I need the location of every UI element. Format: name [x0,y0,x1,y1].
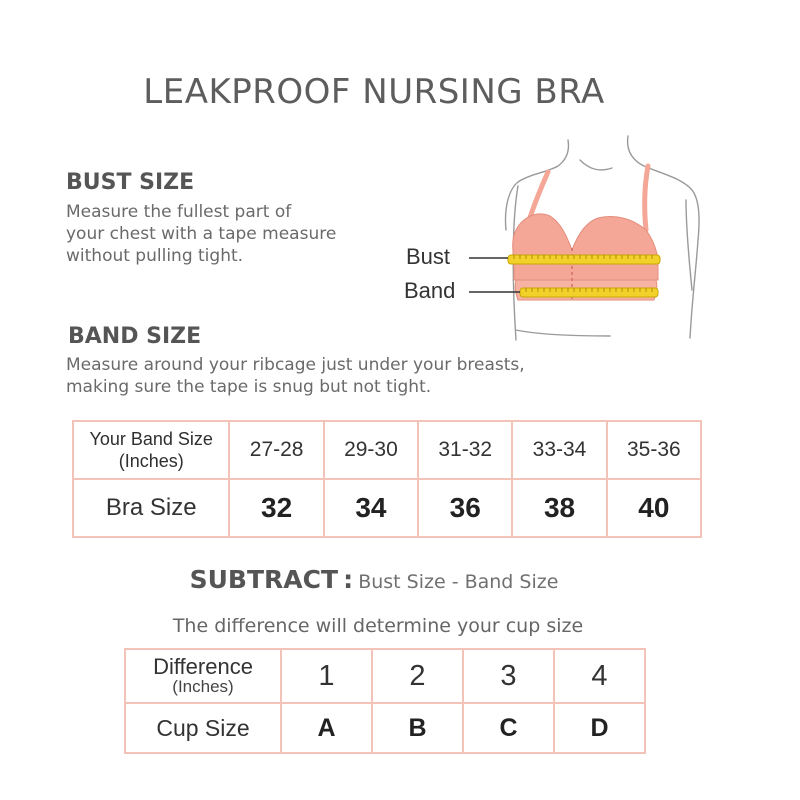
bra-measurement-illustration [400,130,720,345]
band-tape [520,288,658,297]
difference-header-line-2: (Inches) [172,677,234,696]
bra-size-cell: 34 [324,479,418,537]
band-range-row [73,421,701,479]
bust-line-1: Measure the fullest part of [66,202,292,222]
band-label: Band [404,278,456,303]
subtract-label: SUBTRACT [189,565,338,594]
bra-size-label: Bra Size [73,479,229,537]
band-size-header-line-1: Your Band Size [89,429,213,449]
difference-cell: 2 [372,649,463,703]
bra-size-cell: 40 [607,479,701,537]
cup-size-cell: B [372,703,463,753]
band-range-cell: 29-30 [324,421,418,479]
band-line-1: Measure around your ribcage just under your breasts, [66,355,525,375]
subtract-separator: : [343,565,354,594]
band-range-cell: 35-36 [607,421,701,479]
band-size-instructions [66,354,525,398]
bra-cups [513,214,658,280]
cup-size-cell: C [463,703,554,753]
cup-size-table [124,648,646,754]
bra-size-row [73,479,701,537]
band-range-cell: 31-32 [418,421,512,479]
difference-row [125,649,645,703]
difference-header-cell [125,649,281,703]
difference-cell: 1 [281,649,372,703]
subtract-expression: Bust Size - Band Size [358,571,559,593]
bust-line-3: without pulling tight. [66,246,244,266]
cup-size-cell: D [554,703,645,753]
bust-size-instructions [66,201,336,267]
cup-size-label: Cup Size [125,703,281,753]
bust-label: Bust [406,244,451,269]
band-size-heading: BAND SIZE [68,324,202,349]
bust-tape [508,255,660,264]
subtract-formula [0,565,748,594]
page-title: LEAKPROOF NURSING BRA [143,72,605,112]
difference-cell: 3 [463,649,554,703]
band-size-header-line-2: (Inches) [118,451,184,471]
band-range-cell: 27-28 [229,421,323,479]
bra-size-cell: 38 [512,479,606,537]
band-size-table [72,420,702,538]
band-range-cell: 33-34 [512,421,606,479]
bra-size-cell: 32 [229,479,323,537]
bra-size-cell: 36 [418,479,512,537]
band-size-header-cell [73,421,229,479]
band-line-2: making sure the tape is snug but not tight. [66,377,432,397]
bust-size-heading: BUST SIZE [66,170,195,195]
difference-header-line-1: Difference [153,654,253,679]
bust-line-2: your chest with a tape measure [66,224,337,244]
cup-size-note: The difference will determine your cup size [172,615,584,637]
cup-size-cell: A [281,703,372,753]
difference-cell: 4 [554,649,645,703]
cup-size-row [125,703,645,753]
